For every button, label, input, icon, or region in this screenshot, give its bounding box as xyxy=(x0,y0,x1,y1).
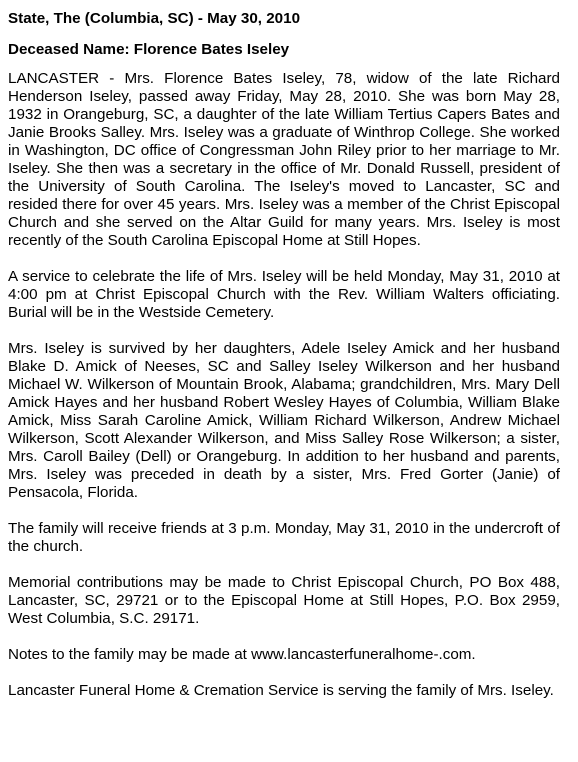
paragraph-service: A service to celebrate the life of Mrs. Iseley will be held Monday, May 31, 2010 at 4:00 pm at Christ Episcopal Church with the Rev. William Walters officiating. Burial will be in the Westside Cemetery. xyxy=(8,268,560,321)
paragraph-notes: Notes to the family may be made at www.lancasterfuneralhome-.com. xyxy=(8,646,476,663)
paragraph-memorials: Memorial contributions may be made to Christ Episcopal Church, PO Box 488, Lancaster, SC, 29721 or to the Episcopal Home at Still Hopes, P.O. Box 2959, West Columbia, S.C. 29171. xyxy=(8,574,560,627)
paragraph-visitation: The family will receive friends at 3 p.m. Monday, May 31, 2010 in the undercroft of the church. xyxy=(8,520,560,555)
publication-line: State, The (Columbia, SC) - May 30, 2010 xyxy=(8,10,301,27)
paragraph-funeral-home: Lancaster Funeral Home & Cremation Service is serving the family of Mrs. Iseley. xyxy=(8,682,554,699)
paragraph-survivors: Mrs. Iseley is survived by her daughters, Adele Iseley Amick and her husband Blake D. Amick of Neeses, SC and Salley Iseley Wilkerson and her husband Michael W. Wilkerson of Mountain Brook, Alabama; grandchildren, Mrs. Mary Dell Amick Hayes and her husband Robert Wesley Hayes of Columbia, William Blake Amick, Miss Sarah Caroline Amick, William Richard Wilkerson, Andrew Michael Wilkerson, Scott Alexander Wilkerson, and Miss Salley Rose Wilkerson; a sister, Mrs. Caroll Bailey (Dell) or Orangeburg. In addition to her husband and parents, Mrs. Iseley was preceded in death by a sister, Mrs. Fred Gorter (Janie) of Pensacola, Florida. xyxy=(8,340,560,501)
obituary-document xyxy=(8,9,560,700)
paragraph-biography: LANCASTER - Mrs. Florence Bates Iseley, 78, widow of the late Richard Henderson Iseley, passed away Friday, May 28, 2010. She was born May 28, 1932 in Orangeburg, SC, a daughter of the late William Tertius Capers Bates and Janie Brooks Salley. Mrs. Iseley was a graduate of Winthrop College. She worked in Washington, DC office of Congressman John Riley prior to her marriage to Mr. Iseley. She then was a secretary in the office of Mr. Donald Russell, president of the University of South Carolina. The Iseley's moved to Lancaster, SC and resided there for over 45 years. Mrs. Iseley was a member of the Christ Episcopal Church and she served on the Altar Guild for many years. Mrs. Iseley is most recently of the South Carolina Episcopal Home at Still Hopes. xyxy=(8,70,560,249)
obituary-body xyxy=(8,70,560,700)
deceased-name-line: Deceased Name: Florence Bates Iseley xyxy=(8,41,290,58)
